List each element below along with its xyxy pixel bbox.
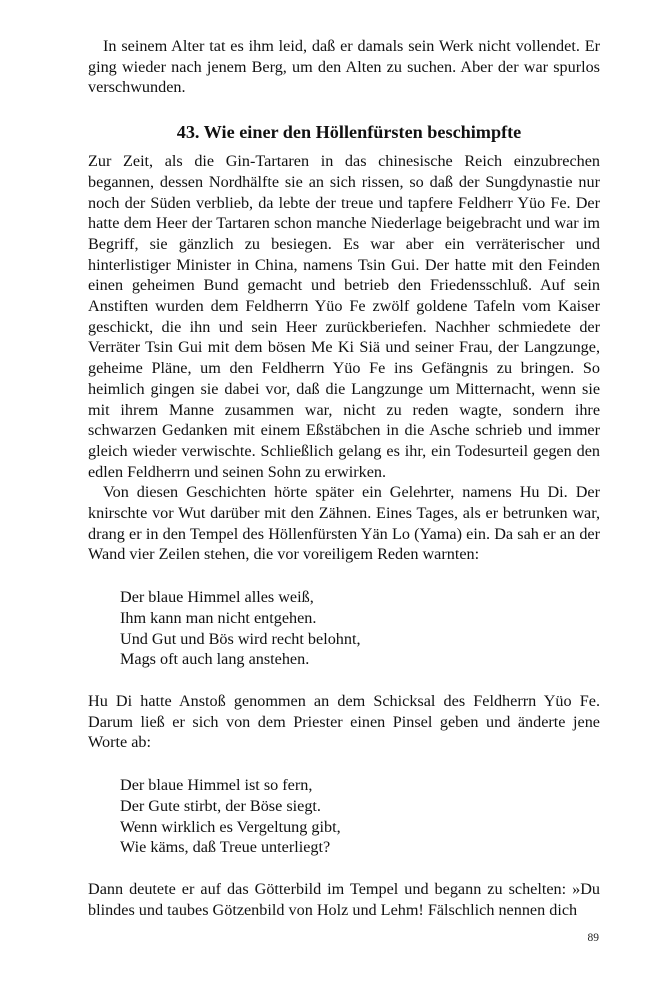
story-paragraph-1: Zur Zeit, als die Gin-Tartaren in das chinesische Reich einzubrechen begannen, dessen Nordhälfte sie an sich rissen, so daß der Sungdynastie nur noch der Süden verblieb, da lebte der treue und tapfere Feldherr Yüo Fe. Der hatte dem Heer der Tartaren schon manche Niederlage beigebracht und war im Begriff, sie gänzlich zu besiegen. Es war aber ein verräterischer und hinterlistiger Minister in China, namens Tsin Gui. Der hatte mit den Feinden einen geheimen Bund gemacht und betrieb den Friedensschluß. Auf sein Anstiften wurden dem Feldherrn Yüo Fe zwölf goldene Tafeln vom Kaiser geschickt, die ihn und sein Heer zurückberiefen. Nachher schmiedete der Verräter Tsin Gui mit dem bösen Me Ki Siä und seiner Frau, der Langzunge, geheime Pläne, um den Feldherrn Yüo Fe ins Gefängnis zu bringen. So heimlich gingen sie dabei vor, daß die Langzunge um Mitternacht, wenn sie mit ihrem Manne zusammen war, nicht zu reden wagte, sondern ihre schwarzen Gedanken mit einem Eßstäbchen in die Asche schrieb und immer gleich wieder verwischte. Schließlich gelang es ihr, ein Todesurteil gegen den edlen Feldherrn und seinen Sohn zu erwirken. [88, 152, 600, 481]
intro-paragraph: In seinem Alter tat es ihm leid, daß er damals sein Werk nicht vollendet. Er ging wieder nach jenem Berg, um den Alten zu suchen. Aber der war spurlos verschwunden. [88, 37, 600, 97]
page-number: 89 [587, 932, 599, 944]
verse-line: Wie käms, daß Treue unterliegt? [120, 838, 331, 857]
verse-original [120, 587, 600, 670]
story-paragraph-2: Von diesen Geschichten hörte später ein Gelehrter, namens Hu Di. Der knirschte vor Wut darüber mit den Zähnen. Eines Tages, als er betrunken war, drang er in den Tempel des Höllenfürsten Yän Lo (Yama) ein. Da sah er an der Wand vier Zeilen stehen, die vor voreiligem Reden warnten: [88, 483, 600, 564]
verse-line: Der blaue Himmel alles weiß, [120, 588, 314, 607]
verse-line: Der blaue Himmel ist so fern, [120, 776, 313, 795]
chapter-title: 43. Wie einer den Höllenfürsten beschimpfte [176, 122, 522, 143]
verse-line: Mags oft auch lang anstehen. [120, 650, 310, 669]
verse-altered [120, 775, 600, 858]
verse-line: Wenn wirklich es Vergeltung gibt, [120, 817, 341, 836]
story-paragraph-3: Hu Di hatte Anstoß genommen an dem Schicksal des Feldherrn Yüo Fe. Darum ließ er sich von dem Priester einen Pinsel geben und änderte jene Worte ab: [88, 691, 600, 752]
verse-line: Ihm kann man nicht entgehen. [120, 608, 317, 627]
verse-line: Der Gute stirbt, der Böse siegt. [120, 796, 321, 815]
verse-line: Und Gut und Bös wird recht belohnt, [120, 629, 361, 648]
page-text-block [88, 36, 600, 920]
story-paragraph-4: Dann deutete er auf das Götterbild im Tempel und begann zu schelten: »Du blindes und taubes Götzenbild von Holz und Lehm! Fälschlich nennen dich [88, 879, 600, 919]
